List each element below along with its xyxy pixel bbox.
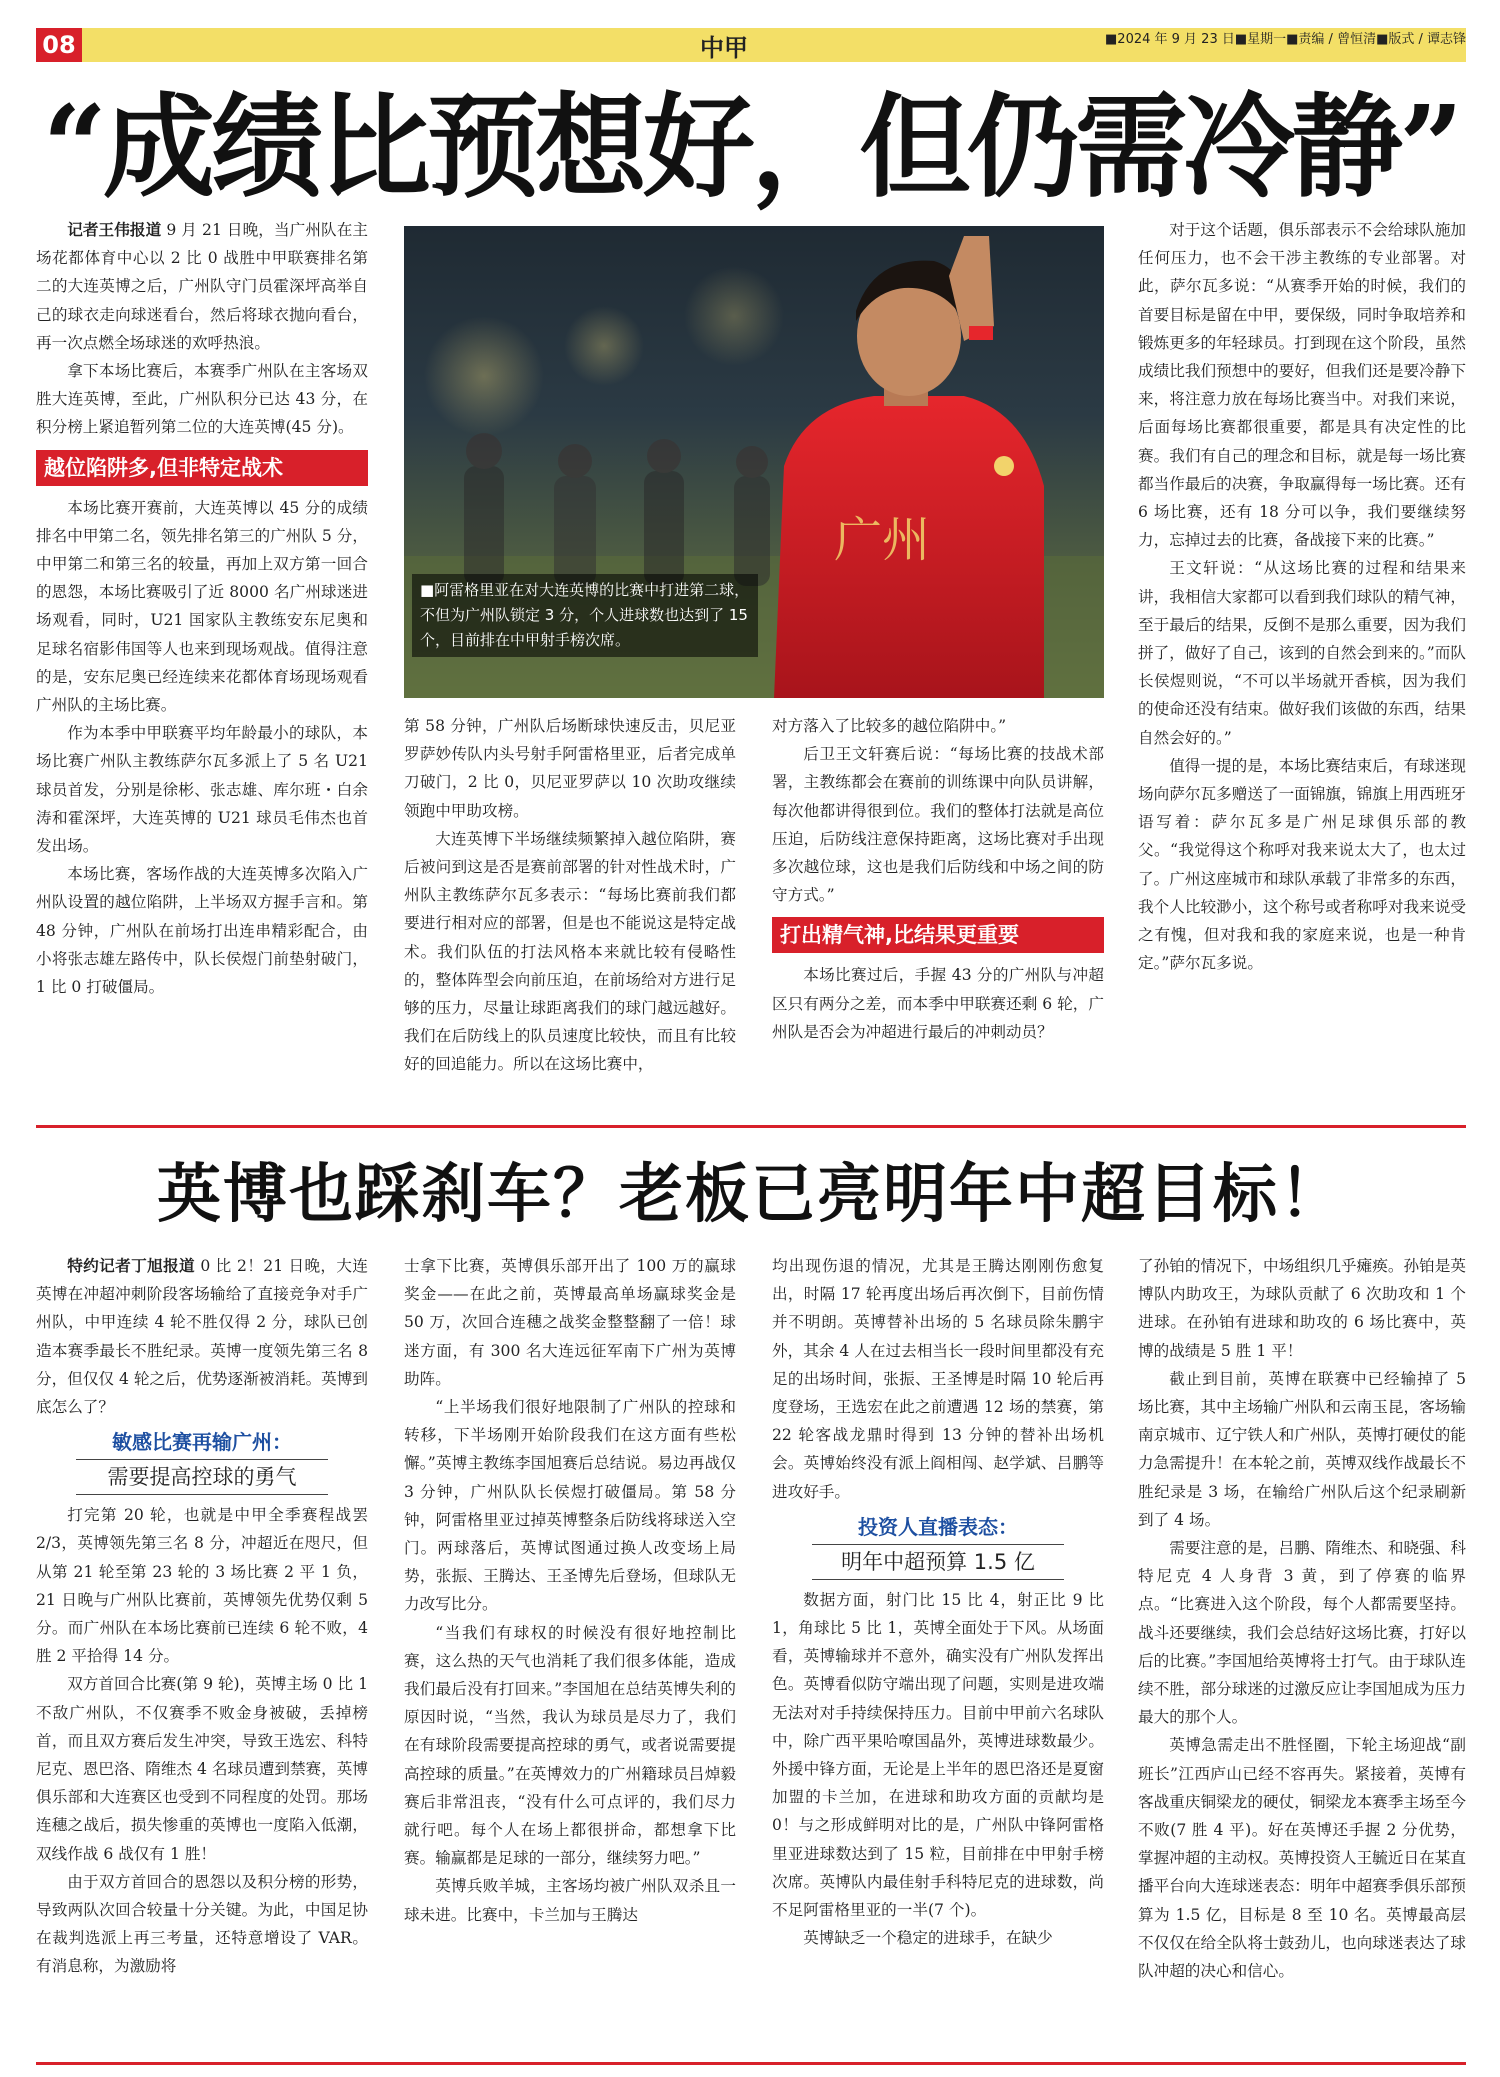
subheading-rule — [76, 1494, 328, 1495]
article-separator — [36, 1125, 1466, 1128]
paragraph: 对于这个话题，俱乐部表示不会给球队施加任何压力，也不会干涉主教练的专业部署。对此，萨尔瓦多说：“从赛季开始的时候，我们的首要目标是留在中甲，要保级，同时争取培养和锻炼更多的年轻球员。打到现在这个阶段，虽然成绩比我们预想中的要好，但我们还是要冷静下来，将注意力放在每场比赛当中。对我们来说，后面每场比赛都很重要，都是具有决定性的比赛。我们有自己的理念和目标，就是每一场比赛都当作最后的决赛，争取赢得每一场比赛。还有 6 场比赛，还有 18 分可以争，我们要继续努力，忘掉过去的比赛，备战接下来的比赛。” — [1138, 221, 1466, 550]
subheading-black: 需要提高控球的勇气 — [107, 1465, 297, 1490]
paragraph: “当我们有球权的时候没有很好地控制比赛，这么热的天气也消耗了我们很多体能，造成我们最后没有打回来。”李国旭在总结英博失利的原因时说，“当然，我认为球员是尽力了，我们在有球阶段需要提高控球的勇气，或者说需要提高控球的质量。”在英博效力的广州籍球员吕焯毅赛后非常沮丧，“没有什么可点评的，我们尽力就行吧。每个人在场上都很拼命，都想拿下比赛。输赢都是足球的一部分，继续努力吧。” — [404, 1623, 736, 1868]
paragraph: 王文轩说：“从这场比赛的过程和结果来讲，我相信大家都可以看到我们球队的精气神，至于最后的结果，反倒不是那么重要，因为我们拼了，做好了自己，该到的自然会到来的。”而队长侯煜则说，“不可以半场就开香槟，因为我们的使命还没有结束。做好我们该做的东西，结果自然会好的。” — [1138, 559, 1466, 747]
paragraph: 打完第 20 轮，也就是中甲全季赛程战罢 2/3，英博领先第三名 8 分，冲超近在咫尺，但从第 21 轮至第 23 轮的 3 场比赛 2 平 1 负，21 日晚与广州队比赛前，英博领先优势仅剩 5 分。而广州队在本场比赛前已连续 6 轮不败，4 胜 2 平拾得 14 分。 — [36, 1506, 368, 1666]
paragraph: 9 月 21 日晚，当广州队在主场花都体育中心以 2 比 0 战胜中甲联赛排名第二的大连英博之后，广州队守门员霍深坪高举自己的球衣走向球迷看台，然后将球衣抛向看台，再一次点燃全场球迷的欢呼热浪。 — [36, 221, 368, 352]
paragraph: 由于双方首回合的恩怨以及积分榜的形势，导致两队次回合较量十分关键。为此，中国足协在裁判选派上再三考量，还特意增设了 VAR。有消息称，为激励将 — [36, 1872, 368, 1976]
paragraph: 对方落入了比较多的越位陷阱中。” — [772, 717, 1007, 735]
paragraph: 需要注意的是，吕鹏、隋维杰、和晓强、科特尼克 4 人身背 3 黄，到了停赛的临界点。“比赛进入这个阶段，每个人都需要坚持。战斗还要继续，我们会总结好这场比赛，打好以后的比赛。”李国旭给英博将士打气。由于球队连续不胜，部分球迷的过激反应让李国旭成为压力最大的那个人。 — [1138, 1539, 1466, 1727]
article2-column-4 — [1138, 1252, 1466, 1985]
subheading-blue: 敏感比赛再输广州： — [112, 1430, 292, 1455]
paragraph: 英博急需走出不胜怪圈，下轮主场迎战“副班长”江西庐山已经不容再失。紧接着，英博有客战重庆铜梁龙的硬仗，铜梁龙本赛季主场至今不败(7 胜 4 平)。好在英博还手握 2 分优势，掌握冲超的主动权。英博投资人王毓近日在某直播平台向大连球迷表态：明年中超赛季俱乐部预算为 1.5 亿，目标是 8 至 10 名。英博最高层不仅仅在给全队将士鼓劲儿，也向球迷表达了球队冲超的决心和信心。 — [1138, 1736, 1466, 1981]
paragraph: 值得一提的是，本场比赛结束后，有球迷现场向萨尔瓦多赠送了一面锦旗，锦旗上用西班牙语写着：萨尔瓦多是广州足球俱乐部的教父。“我觉得这个称呼对我来说太大了，也太过了。广州这座城市和球队承载了非常多的东西，我个人比较渺小，这个称号或者称呼对我来说受之有愧，但对我和我的家庭来说，也是一种肯定。”萨尔瓦多说。 — [1138, 756, 1466, 973]
paragraph: 第 58 分钟，广州队后场断球快速反击，贝尼亚罗萨妙传队内头号射手阿雷格里亚，后者完成单刀破门，2 比 0，贝尼亚罗萨以 10 次助攻继续领跑中甲助攻榜。 — [404, 717, 736, 820]
svg-text:广州: 广州 — [834, 512, 931, 568]
paragraph: 英博兵败羊城，主客场均被广州队双杀且一球未进。比赛中，卡兰加与王腾达 — [404, 1877, 736, 1924]
article1-column-4 — [1138, 216, 1466, 977]
article1-column-1 — [36, 216, 368, 1001]
subheading-black: 明年中超预算 1.5 亿 — [841, 1549, 1035, 1574]
paragraph: 0 比 2！21 日晚，大连英博在冲超冲刺阶段客场输给了直接竞争对手广州队，中甲连续 4 轮不胜仅得 2 分，球队已创造本赛季最长不胜纪录。英博一度领先第三名 8 分，但仅仅 4 轮之后，优势逐渐被消耗。英博到底怎么了？ — [36, 1257, 368, 1417]
paragraph: 大连英博下半场继续频繁掉入越位陷阱，赛后被问到这是否是赛前部署的针对性战术时，广州队主教练萨尔瓦多表示：“每场比赛前我们都要进行相对应的部署，但是也不能说这是特定战术。我们队伍的打法风格本来就比较有侵略性的，整体阵型会向前压迫，在前场给对方进行足够的压力，尽量让球距离我们的球门越远越好。我们在后防线上的队员速度比较快，而且有比较好的回追能力。所以在这场比赛中， — [404, 829, 736, 1074]
issue-meta: ■2024 年 9 月 23 日■星期一■责编 / 曾恒清■版式 / 谭志锋 — [1105, 32, 1466, 47]
article2-column-2 — [404, 1252, 736, 1929]
section-title: 中甲 — [700, 34, 748, 62]
paragraph: 截止到目前，英博在联赛中已经输掉了 5 场比赛，其中主场输广州队和云南玉昆，客场输南京城市、辽宁铁人和广州队，英博打硬仗的能力急需提升！在本轮之前，英博双线作战最长不胜纪录是 3 场，在输给广州队后这个纪录刷新到了 4 场。 — [1138, 1369, 1466, 1529]
paragraph: 拿下本场比赛后，本赛季广州队在主客场双胜大连英博，至此，广州队积分已达 43 分，在积分榜上紧追暂列第二位的大连英博(45 分)。 — [36, 362, 368, 437]
paragraph: 英博缺乏一个稳定的进球手，在缺少 — [803, 1929, 1053, 1948]
byline: 特约记者丁旭报道 — [67, 1257, 196, 1275]
subheading: 打出精气神,比结果更重要 — [772, 917, 1104, 953]
subheading-rule — [812, 1579, 1064, 1580]
bottom-rule — [36, 2062, 1466, 2065]
paragraph: 了孙铂的情况下，中场组织几乎瘫痪。孙铂是英博队内助攻王，为球队贡献了 6 次助攻和 1 个进球。在孙铂有进球和助攻的 6 场比赛中，英博的战绩是 5 胜 1 平！ — [1138, 1257, 1466, 1360]
article1-column-3 — [772, 712, 1104, 1046]
article1-headline: “成绩比预想好，但仍需冷静” — [42, 82, 1460, 213]
paragraph: 本场比赛过后，手握 43 分的广州队与冲超区只有两分之差，而本季中甲联赛还剩 6 轮，广州队是否会为冲超进行最后的冲刺动员？ — [772, 966, 1104, 1041]
subheading-rule — [76, 1459, 328, 1460]
paragraph: 后卫王文轩赛后说：“每场比赛的技战术部署，主教练都会在赛前的训练课中向队员讲解，每次他都讲得很到位。我们的整体打法就是高位压迫，后防线注意保持距离，这场比赛对手出现多次越位球，这也是我们后防线和中场之间的防守方式。” — [772, 745, 1104, 905]
photo-caption: ■阿雷格里亚在对大连英博的比赛中打进第二球，不但为广州队锁定 3 分，个人进球数也达到了 15 个，目前排在中甲射手榜次席。 — [412, 574, 758, 657]
subheading-blue: 投资人直播表态： — [858, 1514, 1018, 1539]
article1-column-2 — [404, 712, 736, 1079]
paragraph: 双方首回合比赛(第 9 轮)，英博主场 0 比 1 不敌广州队，不仅赛季不败金身被破，丢掉榜首，而且双方赛后发生冲突，导致王选宏、科特尼克、恩巴洛、隋维杰 4 名球员遭到禁赛，英博俱乐部和大连赛区也受到不同程度的处罚。那场连穗之战后，损失惨重的英博也一度陷入低潮，双线作战 6 战仅有 1 胜！ — [36, 1675, 368, 1863]
byline: 记者王伟报道 — [67, 221, 162, 239]
paragraph: “上半场我们很好地限制了广州队的控球和转移，下半场刚开始阶段我们在这方面有些松懈。”英博主教练李国旭赛后总结说。易边再战仅 3 分钟，广州队队长侯煜打破僵局。第 58 分钟，阿雷格里亚过掉英博整条后防线将球送入空门。两球落后，英博试图通过换人改变场上局势，张振、王腾达、王圣博先后登场，但球队无力改写比分。 — [404, 1398, 736, 1614]
article2-column-1 — [36, 1252, 368, 1981]
paragraph: 本场比赛，客场作战的大连英博多次陷入广州队设置的越位陷阱，上半场双方握手言和。第 48 分钟，广州队在前场打出连串精彩配合，由小将张志雄左路传中，队长侯煜门前垫射破门，1 比 0 打破僵局。 — [36, 865, 368, 997]
article2-column-3 — [772, 1252, 1104, 1952]
paragraph: 本场比赛开赛前，大连英博以 45 分的成绩排名中甲第二名，领先排名第三的广州队 5 分，中甲第二和第三名的较量，再加上双方第一回合的恩怨，本场比赛吸引了近 8000 名广州球迷进场观看，同时，U21 国家队主教练安东尼奥和足球名宿影伟国等人也来到现场观战。值得注意的是，安东尼奥已经连续来花都体育场现场观看广州队的主场比赛。 — [36, 498, 368, 715]
paragraph: 作为本季中甲联赛平均年龄最小的球队，本场比赛广州队主教练萨尔瓦多派上了 5 名 U21 球员首发，分别是徐彬、张志雄、库尔班・白余涛和霍深坪，大连英博的 U21 球员毛伟杰也首发出场。 — [36, 724, 368, 856]
paragraph: 士拿下比赛，英博俱乐部开出了 100 万的赢球奖金——在此之前，英博最高单场赢球奖金是 50 万，次回合连穗之战奖金整整翻了一倍！球迷方面，有 300 名大连远征军南下广州为英博助阵。 — [404, 1257, 736, 1388]
subheading-rule — [812, 1544, 1064, 1545]
paragraph: 均出现伤退的情况，尤其是王腾达刚刚伤愈复出，时隔 17 轮再度出场后再次倒下，目前伤情并不明朗。英博替补出场的 5 名球员除朱鹏宇外，其余 4 人在过去相当长一段时间里都没有充足的出场时间，张振、王圣博是时隔 10 轮后再度登场，王选宏在此之前遭遇 12 场的禁赛，第 22 轮客战龙鼎时得到 13 分钟的替补出场机会。英博始终没有派上阎相闯、赵学斌、吕鹏等进攻好手。 — [772, 1257, 1104, 1501]
subheading: 越位陷阱多,但非特定战术 — [36, 450, 368, 486]
paragraph: 数据方面，射门比 15 比 4，射正比 9 比 1，角球比 5 比 1，英博全面处于下风。从场面看，英博输球并不意外，确实没有广州队发挥出色。英博看似防守端出现了问题，实则是进攻端无法对对手持续保持压力。目前中甲前六名球队中，除广西平果哈嘹国晶外，英博进球数最少。外援中锋方面，无论是上半年的恩巴洛还是夏窗加盟的卡兰加，在进球和助攻方面的贡献均是 0！与之形成鲜明对比的是，广州队中锋阿雷格里亚进球数达到了 15 粒，目前排在中甲射手榜次席。英博队内最佳射手科特尼克的进球数，尚不足阿雷格里亚的一半(7 个)。 — [772, 1590, 1104, 1920]
page-number: 08 — [36, 28, 82, 62]
article2-headline: 英博也踩刹车？老板已亮明年中超目标！ — [157, 1158, 1345, 1232]
